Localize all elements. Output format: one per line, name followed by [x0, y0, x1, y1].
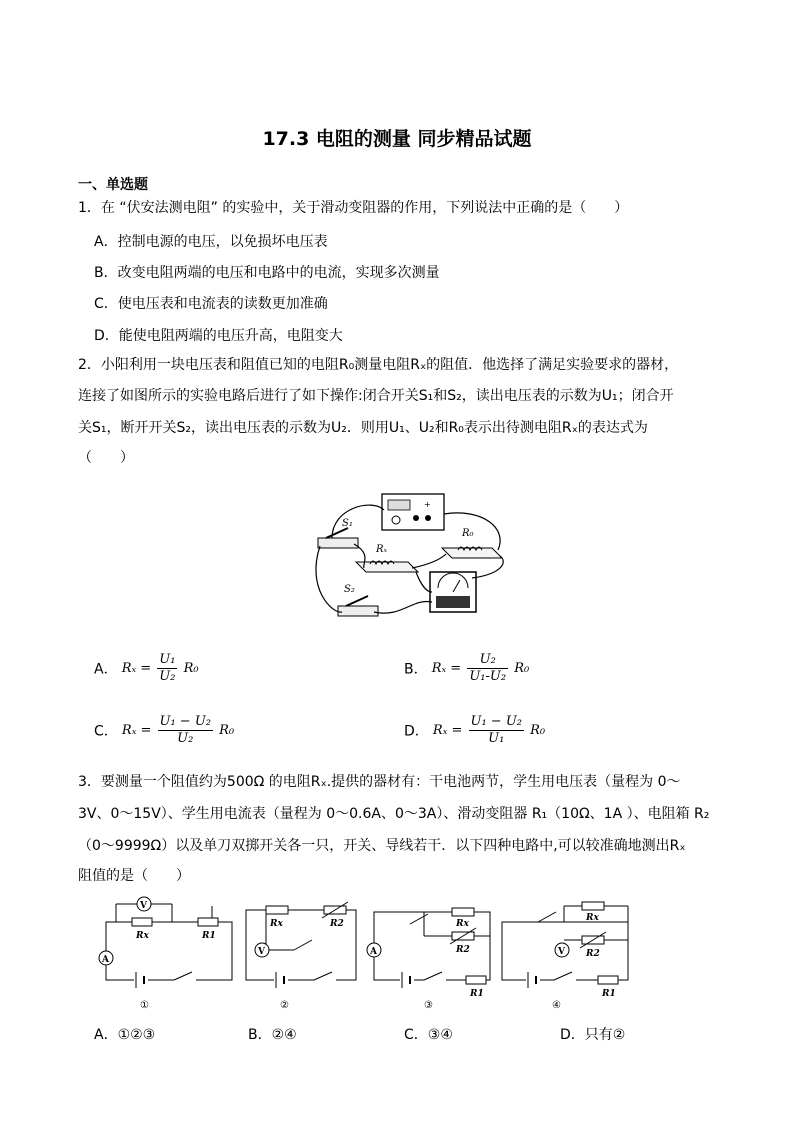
- circuit-1: [106, 904, 232, 980]
- rheostat-r1-icon: [598, 976, 618, 984]
- rheostat-r1-icon: [466, 976, 486, 984]
- label-r1: R1: [602, 989, 616, 999]
- formula-tail: R₀: [530, 723, 546, 738]
- switch-s1-icon: [318, 528, 358, 548]
- formula-numerator: U₁ − U₂: [470, 714, 522, 729]
- circuit-3: [374, 912, 490, 980]
- svg-text:+: +: [424, 500, 431, 509]
- resistor-rx-icon: [266, 906, 288, 914]
- battery-icon: [400, 972, 414, 988]
- formula-numerator: U₂: [467, 652, 508, 669]
- q3-option-c: C．③④: [404, 1027, 453, 1043]
- q1-stem: 1．在 “伏安法测电阻” 的实验中，关于滑动变阻器的作用，下列说法中正确的是（ ）: [78, 200, 629, 216]
- formula-tail: R₀: [219, 723, 235, 738]
- label-rx: Rₓ: [376, 544, 388, 555]
- q3-option-d: D．只有②: [560, 1027, 626, 1043]
- formula-tail: R₀: [183, 661, 199, 676]
- formula-numerator: U₁ − U₂: [159, 714, 211, 729]
- q1-option-d: D．能使电阻两端的电压升高，电阻变大: [94, 328, 343, 344]
- option-letter: A．: [94, 661, 118, 678]
- label-rx: Rx: [136, 931, 149, 941]
- q2-option-a: [94, 652, 199, 685]
- power-supply-icon: [382, 494, 444, 530]
- circuit-number-1: ①: [140, 1000, 149, 1011]
- formula-denominator: U₁: [488, 731, 505, 746]
- resistor-rx-icon: [132, 918, 152, 926]
- label-v: V: [258, 947, 265, 957]
- switch-icon: [554, 972, 576, 984]
- switch-s2-icon: [338, 596, 378, 616]
- q1-option-a: A．控制电源的电压，以免损坏电压表: [94, 234, 328, 250]
- q1-option-c: C．使电压表和电流表的读数更加准确: [94, 296, 328, 312]
- formula-denominator: U₁-U₂: [469, 669, 507, 684]
- q2-option-d: [404, 714, 545, 747]
- spdt-switch-icon: [538, 912, 556, 922]
- formula-denominator: U₂: [177, 731, 194, 746]
- formula-lhs: Rₓ =: [431, 661, 462, 676]
- label-s2: S₂: [344, 584, 355, 595]
- label-rx: Rx: [270, 919, 283, 929]
- page-title: 17.3 电阻的测量 同步精品试题: [262, 128, 532, 150]
- circuit-number-2: ②: [280, 1000, 289, 1011]
- resistor-rx-icon: [452, 908, 474, 916]
- label-v: V: [558, 947, 565, 957]
- q2-apparatus-figure: [312, 488, 512, 620]
- q3-line-3: （0～9999Ω）以及单刀双掷开关各一只，开关、导线若干．以下四种电路中,可以较准确地测出Rₓ: [78, 838, 686, 854]
- label-r2: R2: [330, 919, 344, 929]
- switch-icon: [314, 972, 336, 984]
- option-letter: D．: [404, 723, 429, 740]
- option-letter: B．: [404, 661, 428, 678]
- label-r0: R₀: [462, 528, 474, 539]
- circuit-4: [502, 906, 628, 980]
- label-v: V: [140, 901, 147, 911]
- resistor-rx-icon: [356, 561, 418, 572]
- formula-lhs: Rₓ =: [121, 723, 152, 738]
- formula-lhs: Rₓ =: [432, 723, 463, 738]
- q3-circuit-figure: [94, 892, 634, 1014]
- q3-line-2: 3V、0～15V）、学生用电流表（量程为 0～0.6A、0～3A）、滑动变阻器 R₁（10Ω、1A ）、电阻箱 R₂: [78, 806, 710, 822]
- label-r2: R2: [586, 949, 600, 959]
- q2-line-1: 2．小阳利用一块电压表和阻值已知的电阻R₀测量电阻Rₓ的阻值．他选择了满足实验要求的器材，: [78, 357, 679, 373]
- switch-icon: [424, 972, 446, 984]
- circuit-number-4: ④: [552, 1000, 561, 1011]
- label-r2: R2: [456, 945, 470, 955]
- label-a: A: [370, 947, 377, 957]
- q3-option-a: A．①②③: [94, 1027, 156, 1043]
- spdt-switch-icon: [410, 914, 428, 924]
- q2-line-2: 连接了如图所示的实验电路后进行了如下操作:闭合开关S₁和S₂，读出电压表的示数为U₁；闭合开: [78, 388, 674, 404]
- battery-icon: [526, 972, 540, 988]
- q1-option-b: B．改变电阻两端的电压和电路中的电流，实现多次测量: [94, 265, 440, 281]
- q2-option-c: [94, 714, 234, 747]
- spdt-switch-icon: [294, 940, 312, 950]
- formula-denominator: U₂: [159, 669, 176, 684]
- formula-tail: R₀: [514, 661, 530, 676]
- battery-icon: [274, 972, 288, 988]
- label-a: A: [102, 955, 109, 965]
- rheostat-r1-icon: [198, 918, 218, 926]
- section-heading: 一、单选题: [78, 177, 148, 193]
- formula-numerator: U₁: [159, 652, 176, 667]
- resistor-rx-icon: [582, 902, 604, 910]
- q3-line-1: 3．要测量一个阻值约为500Ω 的电阻Rₓ.提供的器材有：干电池两节，学生用电压表（量程为 0～: [78, 774, 681, 790]
- formula-lhs: Rₓ =: [121, 661, 152, 676]
- label-rx: Rx: [586, 913, 599, 923]
- circuit-number-3: ③: [424, 1000, 433, 1011]
- q3-line-4: 阻值的是（ ）: [78, 868, 190, 884]
- label-s1: S₁: [342, 518, 353, 529]
- option-letter: C．: [94, 723, 118, 740]
- label-r1: R1: [470, 989, 484, 999]
- battery-icon: [134, 972, 148, 988]
- q2-line-3: 关S₁，断开开关S₂，读出电压表的示数为U₂．则用U₁、U₂和R₀表示出待测电阻Rₓ的表达式为: [78, 420, 648, 436]
- label-r1: R1: [202, 931, 216, 941]
- q3-option-b: B．②④: [248, 1027, 297, 1043]
- switch-icon: [174, 972, 196, 984]
- q2-option-b: [404, 652, 529, 685]
- voltmeter-icon: [430, 572, 476, 612]
- q2-line-4: （ ）: [78, 450, 134, 466]
- label-rx: Rx: [456, 919, 469, 929]
- resistor-r0-icon: [442, 547, 502, 558]
